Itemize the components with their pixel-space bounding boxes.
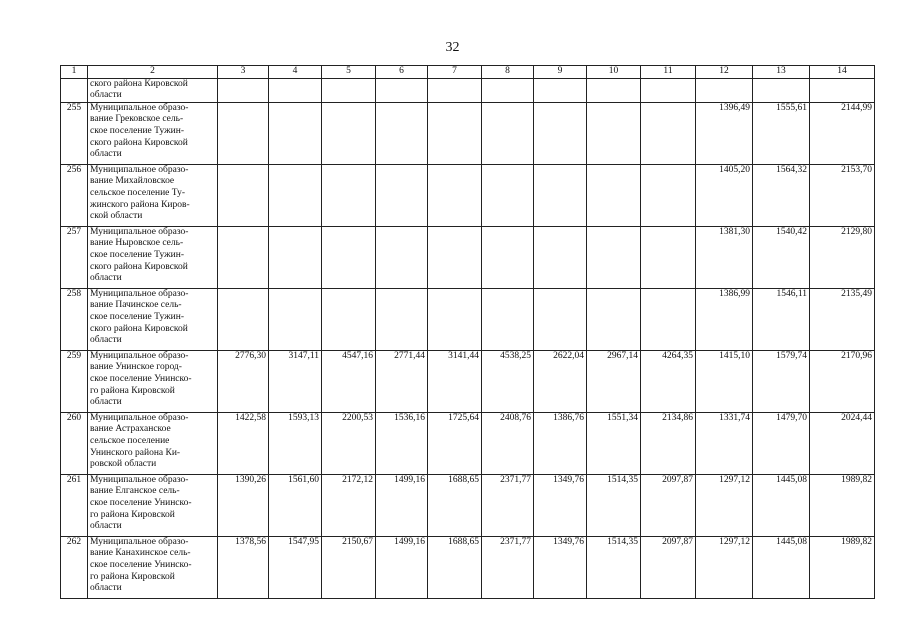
value-cell: 2129,80	[810, 226, 875, 288]
table-header-row	[61, 66, 875, 79]
municipality-name	[88, 78, 218, 102]
value-cell: 1415,10	[696, 350, 753, 412]
municipality-name-line: области	[90, 90, 122, 101]
value-cell	[218, 164, 269, 226]
value-cell	[587, 288, 641, 350]
municipality-name-line: области	[90, 583, 122, 594]
column-header: 4	[269, 66, 322, 79]
municipality-name-line: ской области	[90, 211, 143, 222]
value-cell	[534, 78, 587, 102]
value-cell	[428, 78, 482, 102]
value-cell	[269, 102, 322, 164]
municipality-name-line: вание Астраханское	[90, 424, 171, 435]
value-cell: 1555,61	[753, 102, 810, 164]
municipality-name-line: Муниципальное образо-	[90, 226, 189, 237]
value-cell: 1989,82	[810, 536, 875, 598]
column-header: 13	[753, 66, 810, 79]
value-cell: 2150,67	[322, 536, 376, 598]
value-cell	[482, 226, 534, 288]
value-cell	[322, 78, 376, 102]
municipality-name-line: вание Ныровское сель-	[90, 238, 184, 249]
value-cell: 1499,16	[376, 474, 428, 536]
row-number: 261	[61, 474, 88, 536]
row-number: 260	[61, 412, 88, 474]
column-header: 12	[696, 66, 753, 79]
value-cell	[322, 164, 376, 226]
municipality-name-line: ского района Кировской	[90, 261, 188, 272]
column-header: 14	[810, 66, 875, 79]
municipality-name-line: го района Кировской	[90, 571, 175, 582]
value-cell	[269, 288, 322, 350]
municipality-name-line: ское поселение Унинско-	[90, 497, 192, 508]
value-cell	[641, 102, 696, 164]
municipality-name-line: области	[90, 149, 122, 160]
value-cell	[428, 102, 482, 164]
municipality-name-line: ского района Кировской	[90, 137, 188, 148]
value-cell: 1499,16	[376, 536, 428, 598]
value-cell	[641, 164, 696, 226]
row-number: 259	[61, 350, 88, 412]
value-cell: 4264,35	[641, 350, 696, 412]
value-cell: 1386,76	[534, 412, 587, 474]
value-cell: 2776,30	[218, 350, 269, 412]
municipality-name-line: Унинского района Ки-	[90, 447, 181, 458]
value-cell: 1386,99	[696, 288, 753, 350]
value-cell: 1688,65	[428, 474, 482, 536]
municipality-name-line: области	[90, 521, 122, 532]
value-cell	[587, 78, 641, 102]
value-cell: 2408,76	[482, 412, 534, 474]
value-cell	[269, 78, 322, 102]
row-number: 255	[61, 102, 88, 164]
column-header: 8	[482, 66, 534, 79]
municipality-name	[88, 288, 218, 350]
column-header: 1	[61, 66, 88, 79]
row-number: 256	[61, 164, 88, 226]
municipality-name-line: вание Пачинское сель-	[90, 300, 182, 311]
value-cell: 1297,12	[696, 474, 753, 536]
page-number: 32	[445, 40, 460, 55]
value-cell	[322, 288, 376, 350]
municipality-name-line: ровской области	[90, 459, 157, 470]
column-header: 10	[587, 66, 641, 79]
value-cell	[428, 226, 482, 288]
column-header: 6	[376, 66, 428, 79]
value-cell: 1479,70	[753, 412, 810, 474]
value-cell	[696, 78, 753, 102]
value-cell: 1547,95	[269, 536, 322, 598]
column-header: 7	[428, 66, 482, 79]
table-row	[61, 474, 875, 536]
value-cell	[376, 78, 428, 102]
value-cell: 2172,12	[322, 474, 376, 536]
value-cell: 1422,58	[218, 412, 269, 474]
municipality-name-line: сельское поселение Ту-	[90, 187, 186, 198]
value-cell: 1561,60	[269, 474, 322, 536]
municipality-name-line: Муниципальное образо-	[90, 536, 189, 547]
value-cell	[587, 102, 641, 164]
column-header: 9	[534, 66, 587, 79]
municipality-name-line: ское поселение Тужин-	[90, 249, 184, 260]
tariff-table	[60, 65, 875, 599]
municipality-name-line: области	[90, 273, 122, 284]
value-cell	[376, 226, 428, 288]
column-header: 5	[322, 66, 376, 79]
value-cell: 4547,16	[322, 350, 376, 412]
municipality-name-line: го района Кировской	[90, 509, 175, 520]
municipality-name-line: жинского района Киров-	[90, 199, 190, 210]
value-cell: 2135,49	[810, 288, 875, 350]
row-number: 257	[61, 226, 88, 288]
value-cell	[641, 78, 696, 102]
value-cell	[218, 288, 269, 350]
table-row	[61, 226, 875, 288]
municipality-name-line: вание Канахинское сель-	[90, 548, 191, 559]
value-cell: 2097,87	[641, 536, 696, 598]
municipality-name-line: ское поселение Тужин-	[90, 311, 184, 322]
municipality-name-line: Муниципальное образо-	[90, 474, 189, 485]
row-number: 262	[61, 536, 88, 598]
value-cell: 1445,08	[753, 474, 810, 536]
municipality-name	[88, 412, 218, 474]
column-header: 3	[218, 66, 269, 79]
municipality-name-line: вание Унинское город-	[90, 362, 182, 373]
value-cell: 1725,64	[428, 412, 482, 474]
value-cell: 1989,82	[810, 474, 875, 536]
value-cell: 1514,35	[587, 536, 641, 598]
value-cell: 1349,76	[534, 536, 587, 598]
municipality-name	[88, 226, 218, 288]
value-cell	[482, 78, 534, 102]
municipality-name-line: вание Грековское сель-	[90, 114, 184, 125]
municipality-name	[88, 350, 218, 412]
municipality-name-line: области	[90, 397, 122, 408]
municipality-name-line: ское поселение Унинско-	[90, 559, 192, 570]
value-cell	[482, 102, 534, 164]
row-number	[61, 78, 88, 102]
value-cell	[428, 164, 482, 226]
value-cell: 2134,86	[641, 412, 696, 474]
value-cell: 2371,77	[482, 474, 534, 536]
municipality-name	[88, 536, 218, 598]
value-cell: 1593,13	[269, 412, 322, 474]
value-cell: 1514,35	[587, 474, 641, 536]
value-cell	[587, 226, 641, 288]
value-cell: 2153,70	[810, 164, 875, 226]
value-cell	[641, 288, 696, 350]
municipality-name	[88, 164, 218, 226]
municipality-name-line: ского района Кировской	[90, 78, 188, 89]
value-cell	[641, 226, 696, 288]
value-cell: 1564,32	[753, 164, 810, 226]
municipality-name-line: области	[90, 335, 122, 346]
municipality-name-line: сельское поселение	[90, 435, 170, 446]
value-cell	[428, 288, 482, 350]
table-row	[61, 350, 875, 412]
table-row	[61, 102, 875, 164]
municipality-name	[88, 474, 218, 536]
value-cell: 1390,26	[218, 474, 269, 536]
value-cell: 3141,44	[428, 350, 482, 412]
value-cell: 2371,77	[482, 536, 534, 598]
value-cell	[534, 102, 587, 164]
value-cell	[534, 164, 587, 226]
value-cell: 1405,20	[696, 164, 753, 226]
value-cell: 1551,34	[587, 412, 641, 474]
municipality-name-line: Муниципальное образо-	[90, 350, 189, 361]
value-cell	[218, 226, 269, 288]
value-cell	[376, 288, 428, 350]
column-header: 11	[641, 66, 696, 79]
municipality-name-line: вание Михайловское	[90, 176, 175, 187]
municipality-name-line: вание Елганское сель-	[90, 486, 180, 497]
municipality-name-line: Муниципальное образо-	[90, 288, 189, 299]
value-cell: 1331,74	[696, 412, 753, 474]
value-cell: 1381,30	[696, 226, 753, 288]
value-cell: 1579,74	[753, 350, 810, 412]
municipality-name-line: Муниципальное образо-	[90, 102, 189, 113]
value-cell	[753, 78, 810, 102]
value-cell: 2170,96	[810, 350, 875, 412]
value-cell	[269, 226, 322, 288]
value-cell: 1297,12	[696, 536, 753, 598]
value-cell	[482, 288, 534, 350]
table-row	[61, 78, 875, 102]
value-cell: 2097,87	[641, 474, 696, 536]
value-cell	[322, 226, 376, 288]
municipality-name-line: ского района Кировской	[90, 323, 188, 334]
municipality-name-line: ское поселение Унинско-	[90, 373, 192, 384]
table-row	[61, 536, 875, 598]
value-cell: 1546,11	[753, 288, 810, 350]
value-cell: 1540,42	[753, 226, 810, 288]
table-row	[61, 288, 875, 350]
value-cell: 1445,08	[753, 536, 810, 598]
value-cell	[587, 164, 641, 226]
value-cell	[376, 102, 428, 164]
value-cell	[218, 78, 269, 102]
municipality-name-line: Муниципальное образо-	[90, 164, 189, 175]
value-cell	[534, 226, 587, 288]
value-cell: 4538,25	[482, 350, 534, 412]
value-cell	[534, 288, 587, 350]
value-cell	[810, 78, 875, 102]
value-cell: 1688,65	[428, 536, 482, 598]
value-cell: 2144,99	[810, 102, 875, 164]
value-cell: 1396,49	[696, 102, 753, 164]
value-cell: 2967,14	[587, 350, 641, 412]
value-cell	[376, 164, 428, 226]
municipality-name-line: го района Кировской	[90, 385, 175, 396]
value-cell: 1349,76	[534, 474, 587, 536]
row-number: 258	[61, 288, 88, 350]
value-cell	[482, 164, 534, 226]
municipality-name-line: Муниципальное образо-	[90, 412, 189, 423]
value-cell: 2024,44	[810, 412, 875, 474]
table-row	[61, 164, 875, 226]
value-cell	[322, 102, 376, 164]
value-cell: 1378,56	[218, 536, 269, 598]
value-cell	[269, 164, 322, 226]
value-cell: 3147,11	[269, 350, 322, 412]
value-cell: 2622,04	[534, 350, 587, 412]
value-cell: 1536,16	[376, 412, 428, 474]
municipality-name	[88, 102, 218, 164]
value-cell: 2771,44	[376, 350, 428, 412]
municipality-name-line: ское поселение Тужин-	[90, 125, 184, 136]
column-header: 2	[88, 66, 218, 79]
table-row	[61, 412, 875, 474]
value-cell: 2200,53	[322, 412, 376, 474]
value-cell	[218, 102, 269, 164]
